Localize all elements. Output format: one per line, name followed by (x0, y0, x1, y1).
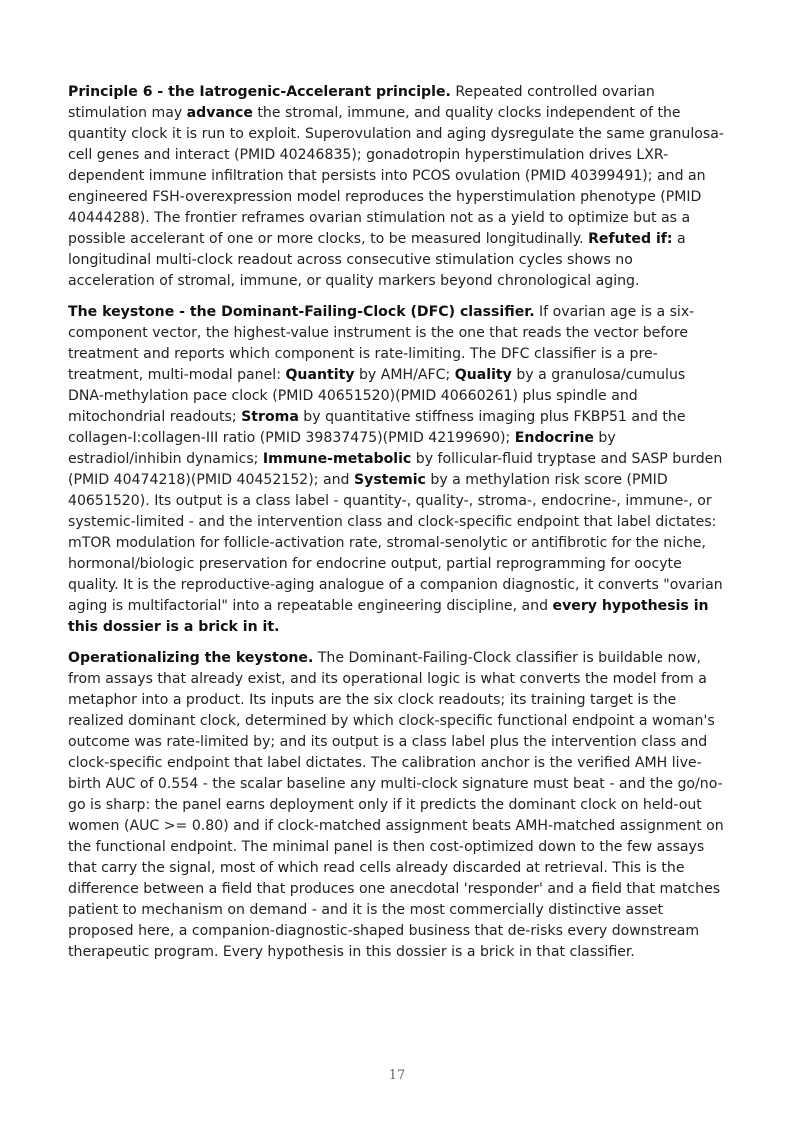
paragraph-keystone-dfc-classifier (68, 302, 724, 638)
text-run: a longitudinal multi-clock readout across consecutive stimulation cycles shows no acceleration of stromal, immune, or quality markers beyond chronological aging. (68, 231, 686, 289)
bold-text-run: advance (186, 105, 253, 121)
paragraph-operationalizing-keystone (68, 648, 724, 963)
text-run: by quantitative stiffness imaging plus FKBP51 and the collagen-I:collagen-III ratio (PMID 39837475)(PMID 42199690); (68, 409, 686, 446)
bold-text-run: Systemic (353, 472, 426, 488)
text-run: The Dominant-Failing-Clock classifier is buildable now, from assays that already exist, and its operational logic is what converts the model from a metaphor into a product. Its inputs are the six clock readouts; its training target is the realized dominant clock, determined by which clock-specific functional endpoint a woman's outcome was rate-limited by; and its output is a class label plus the intervention class and clock-specific endpoint that label dictates. The calibration anchor is the verified AMH live-birth AUC of 0.554 - the scalar baseline any multi-clock signature must beat - and the go/no-go is sharp: the panel earns deployment only if it predicts the dominant clock on held-out women (AUC >= 0.80) and if clock-matched assignment beats AMH-matched assignment on the functional endpoint. The minimal panel is then cost-optimized down to the few assays that carry the signal, most of which read cells already discarded at retrieval. This is the difference between a field that produces one anecdotal 'responder' and a field that matches patient to mechanism on demand - and it is the most commercially distinctive asset proposed here, a companion-diagnostic-shaped business that de-risks every downstream therapeutic program. Every hypothesis in this dossier is a brick in that classifier. (68, 650, 724, 960)
page-number: 17 (388, 1068, 406, 1083)
text-run: by a granulosa/cumulus DNA-methylation pace clock (PMID 40651520)(PMID 40660261) plus spindle and mitochondrial readouts; (68, 367, 686, 425)
bold-text-run: every hypothesis in this dossier is a brick in it. (68, 598, 709, 635)
text-run: by estradiol/inhibin dynamics; (68, 430, 616, 467)
text-run: Repeated controlled ovarian stimulation may (68, 84, 655, 121)
bold-text-run: Operationalizing the keystone. (68, 650, 314, 666)
paragraph-principle-6 (68, 82, 724, 292)
document-body (68, 82, 724, 973)
bold-text-run: Immune-metabolic (262, 451, 412, 467)
bold-text-run: Refuted if: (588, 231, 673, 247)
bold-text-run: The keystone - the Dominant-Failing-Clock (DFC) classifier. (68, 304, 535, 320)
bold-text-run: Endocrine (514, 430, 594, 446)
bold-text-run: Principle 6 - the Iatrogenic-Accelerant principle. (68, 84, 451, 100)
text-run: the stromal, immune, and quality clocks independent of the quantity clock it is run to exploit. Superovulation and aging dysregulate the same granulosa-cell genes and interact (PMID 40246835); gonadotropin hyperstimulation drives LXR-dependent immune infiltration that persists into PCOS ovulation (PMID 40399491); and an engineered FSH-overexpression model reproduces the hyperstimulation phenotype (PMID 40444288). The frontier reframes ovarian stimulation not as a yield to optimize but as a possible accelerant of one or more clocks, to be measured longitudinally. (68, 105, 724, 247)
bold-text-run: Stroma (241, 409, 299, 425)
text-run: by a methylation risk score (PMID 40651520). Its output is a class label - quantity-, quality-, stroma-, endocrine-, immune-, or systemic-limited - and the intervention class and clock-specific endpoint that label dictates: mTOR modulation for follicle-activation rate, stromal-senolytic or antifibrotic for the niche, hormonal/biologic preservation for endocrine output, partial reprogramming for oocyte quality. It is the reproductive-aging analogue of a companion diagnostic, it converts "ovarian aging is multifactorial" into a repeatable engineering discipline, and (68, 472, 723, 614)
text-run: by AMH/AFC; (354, 367, 455, 383)
text-run: If ovarian age is a six-component vector, the highest-value instrument is the one that reads the vector before treatment and reports which component is rate-limiting. The DFC classifier is a pre-treatment, multi-modal panel: (68, 304, 695, 383)
text-run: by follicular-fluid tryptase and SASP burden (PMID 40474218)(PMID 40452152); and (68, 451, 723, 488)
bold-text-run: Quality (454, 367, 512, 383)
bold-text-run: Quantity (285, 367, 355, 383)
